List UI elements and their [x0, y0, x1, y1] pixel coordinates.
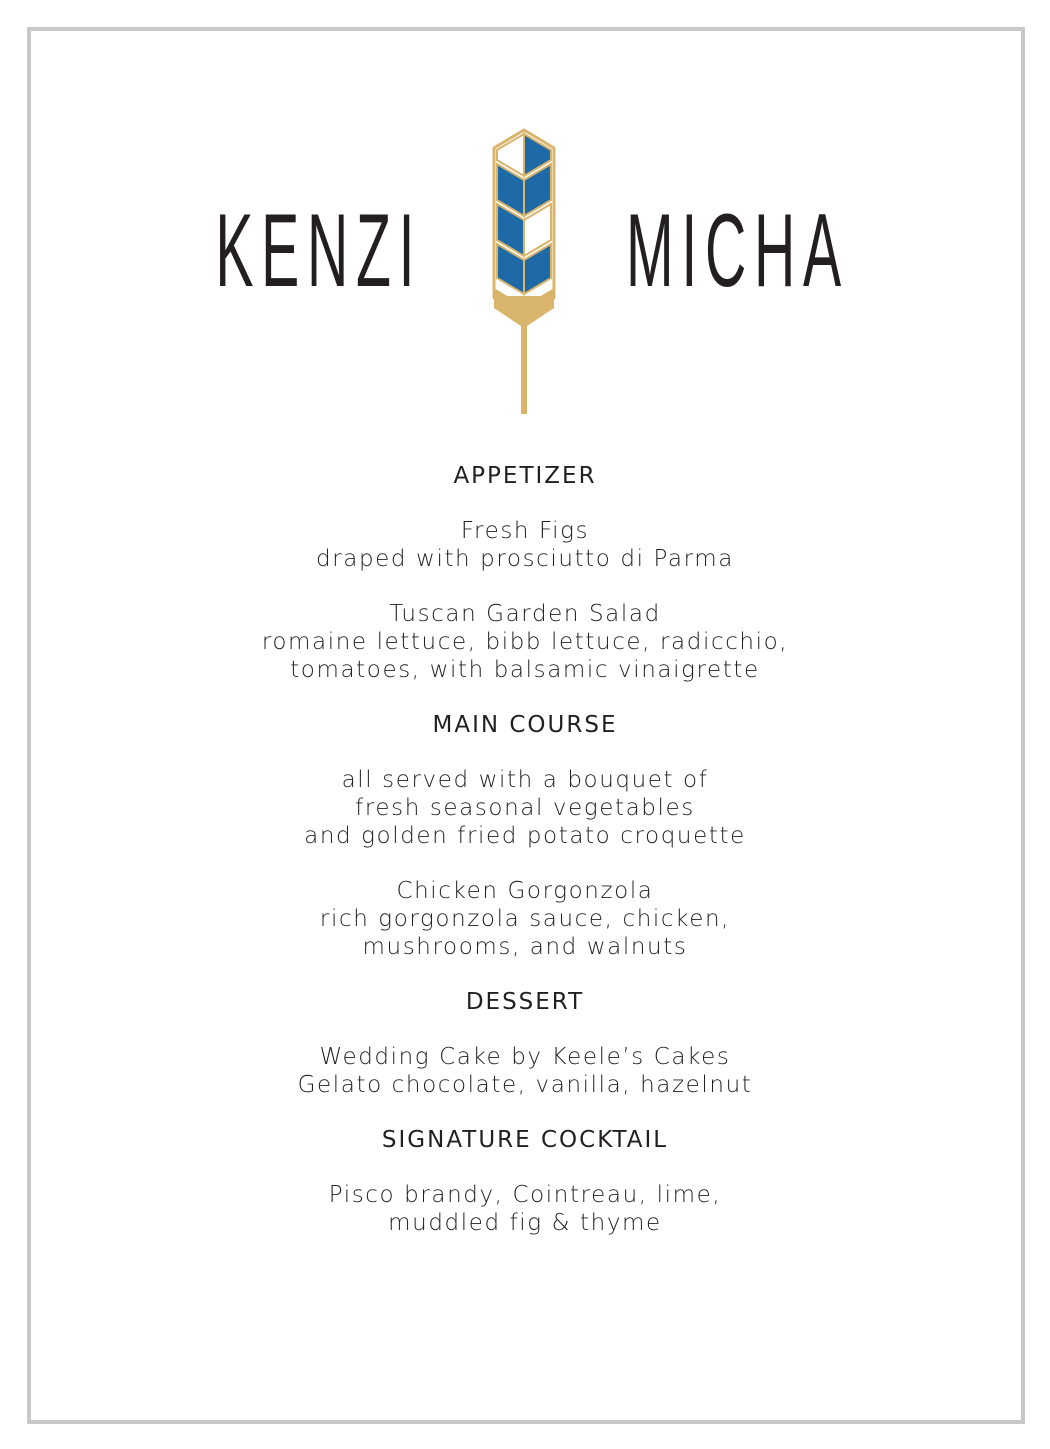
menu-section-main-course	[100, 711, 950, 961]
menu	[100, 462, 950, 1237]
name-left: KENZI	[215, 193, 422, 309]
wheat-stalk-icon	[490, 128, 558, 416]
menu-section-dessert	[100, 988, 950, 1099]
section-title: MAIN COURSE	[432, 712, 618, 738]
menu-item	[100, 766, 950, 850]
menu-item-line: romaine lettuce, bibb lettuce, radicchio,	[261, 629, 789, 655]
menu-item-line: Fresh Figs	[460, 518, 590, 544]
section-title: DESSERT	[465, 989, 585, 1015]
menu-item-line: Gelato chocolate, vanilla, hazelnut	[297, 1072, 753, 1098]
menu-item	[100, 1043, 950, 1099]
section-title: APPETIZER	[453, 463, 597, 489]
menu-item-line: Wedding Cake by Keele’s Cakes	[319, 1044, 731, 1070]
menu-section-appetizer	[100, 462, 950, 684]
menu-item	[100, 517, 950, 573]
menu-item-line: draped with prosciutto di Parma	[316, 546, 734, 572]
menu-item	[100, 877, 950, 961]
menu-item	[100, 600, 950, 684]
menu-item-line: fresh seasonal vegetables	[355, 795, 695, 821]
menu-item-line: Tuscan Garden Salad	[389, 601, 661, 627]
menu-item-line: mushrooms, and walnuts	[362, 934, 688, 960]
name-right: MICHA	[626, 193, 849, 309]
menu-item	[100, 1181, 950, 1237]
menu-item-line: and golden fried potato croquette	[304, 823, 746, 849]
menu-item-line: muddled fig & thyme	[388, 1210, 662, 1236]
menu-item-line: rich gorgonzola sauce, chicken,	[319, 906, 731, 932]
menu-section-signature-cocktail	[100, 1126, 950, 1237]
menu-item-line: Pisco brandy, Cointreau, lime,	[328, 1182, 722, 1208]
menu-item-line: tomatoes, with balsamic vinaigrette	[290, 657, 760, 683]
menu-item-line: Chicken Gorgonzola	[396, 878, 654, 904]
section-title: SIGNATURE COCKTAIL	[381, 1127, 669, 1153]
menu-item-line: all served with a bouquet of	[341, 767, 709, 793]
